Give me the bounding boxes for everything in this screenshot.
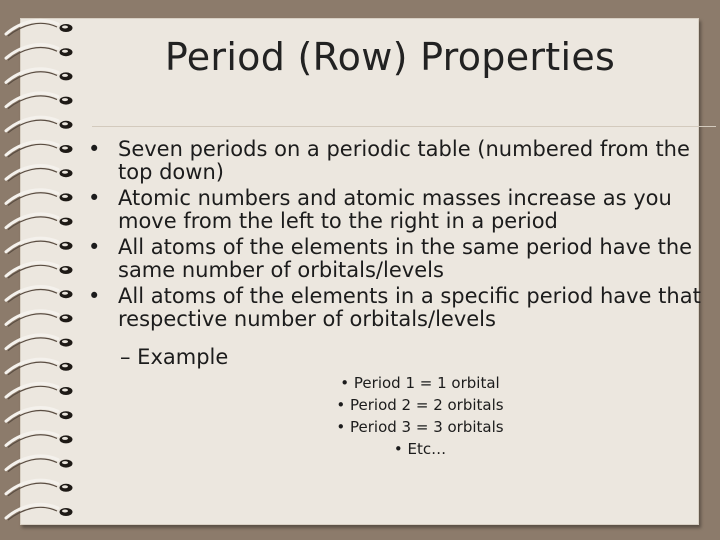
example-item: • Period 3 = 3 orbitals [336,418,504,436]
bullet-item [86,187,706,233]
bullet-dot: • [88,137,101,161]
binding-ring [6,238,73,254]
binding-ring [6,20,73,36]
bullet-text: Atomic numbers and atomic masses increase as you move from the left to the right in a period [118,186,672,233]
binding-ring [6,214,73,230]
binding-ring [6,141,73,157]
binding-ring [6,311,73,327]
example-list [300,372,540,460]
binding-ring [6,117,73,133]
binding-ring [6,408,73,424]
binding-ring [6,93,73,109]
slide-title: Period (Row) Properties [164,35,616,79]
spiral-binding [0,0,80,540]
example-item: • Period 1 = 1 orbital [340,374,500,392]
bullet-item [86,236,706,282]
title-divider [92,126,716,127]
binding-ring [6,287,73,303]
bullet-dot: • [88,235,101,259]
binding-ring [6,166,73,182]
binding-ring [6,262,73,278]
bullet-text: All atoms of the elements in the same period have the same number of orbitals/levels [118,235,693,282]
binding-ring [6,383,73,399]
binding-ring [6,456,73,472]
bullet-text: All atoms of the elements in a specific period have that respective number of orbitals/levels [118,284,701,331]
bullet-dot: • [88,284,101,308]
bullet-item [86,138,706,184]
binding-ring [6,504,73,520]
bullet-list [86,138,706,334]
bullet-item [86,285,706,331]
bullet-dot: • [88,186,101,210]
bullet-text: Seven periods on a periodic table (numbered from the top down) [118,137,690,184]
example-sub-bullet: – Example [120,345,229,369]
example-item: • Period 2 = 2 orbitals [336,396,504,414]
binding-ring [6,190,73,206]
example-item: • Etc… [393,440,447,458]
binding-ring [6,480,73,496]
binding-ring [6,335,73,351]
binding-ring [6,432,73,448]
binding-ring [6,359,73,375]
